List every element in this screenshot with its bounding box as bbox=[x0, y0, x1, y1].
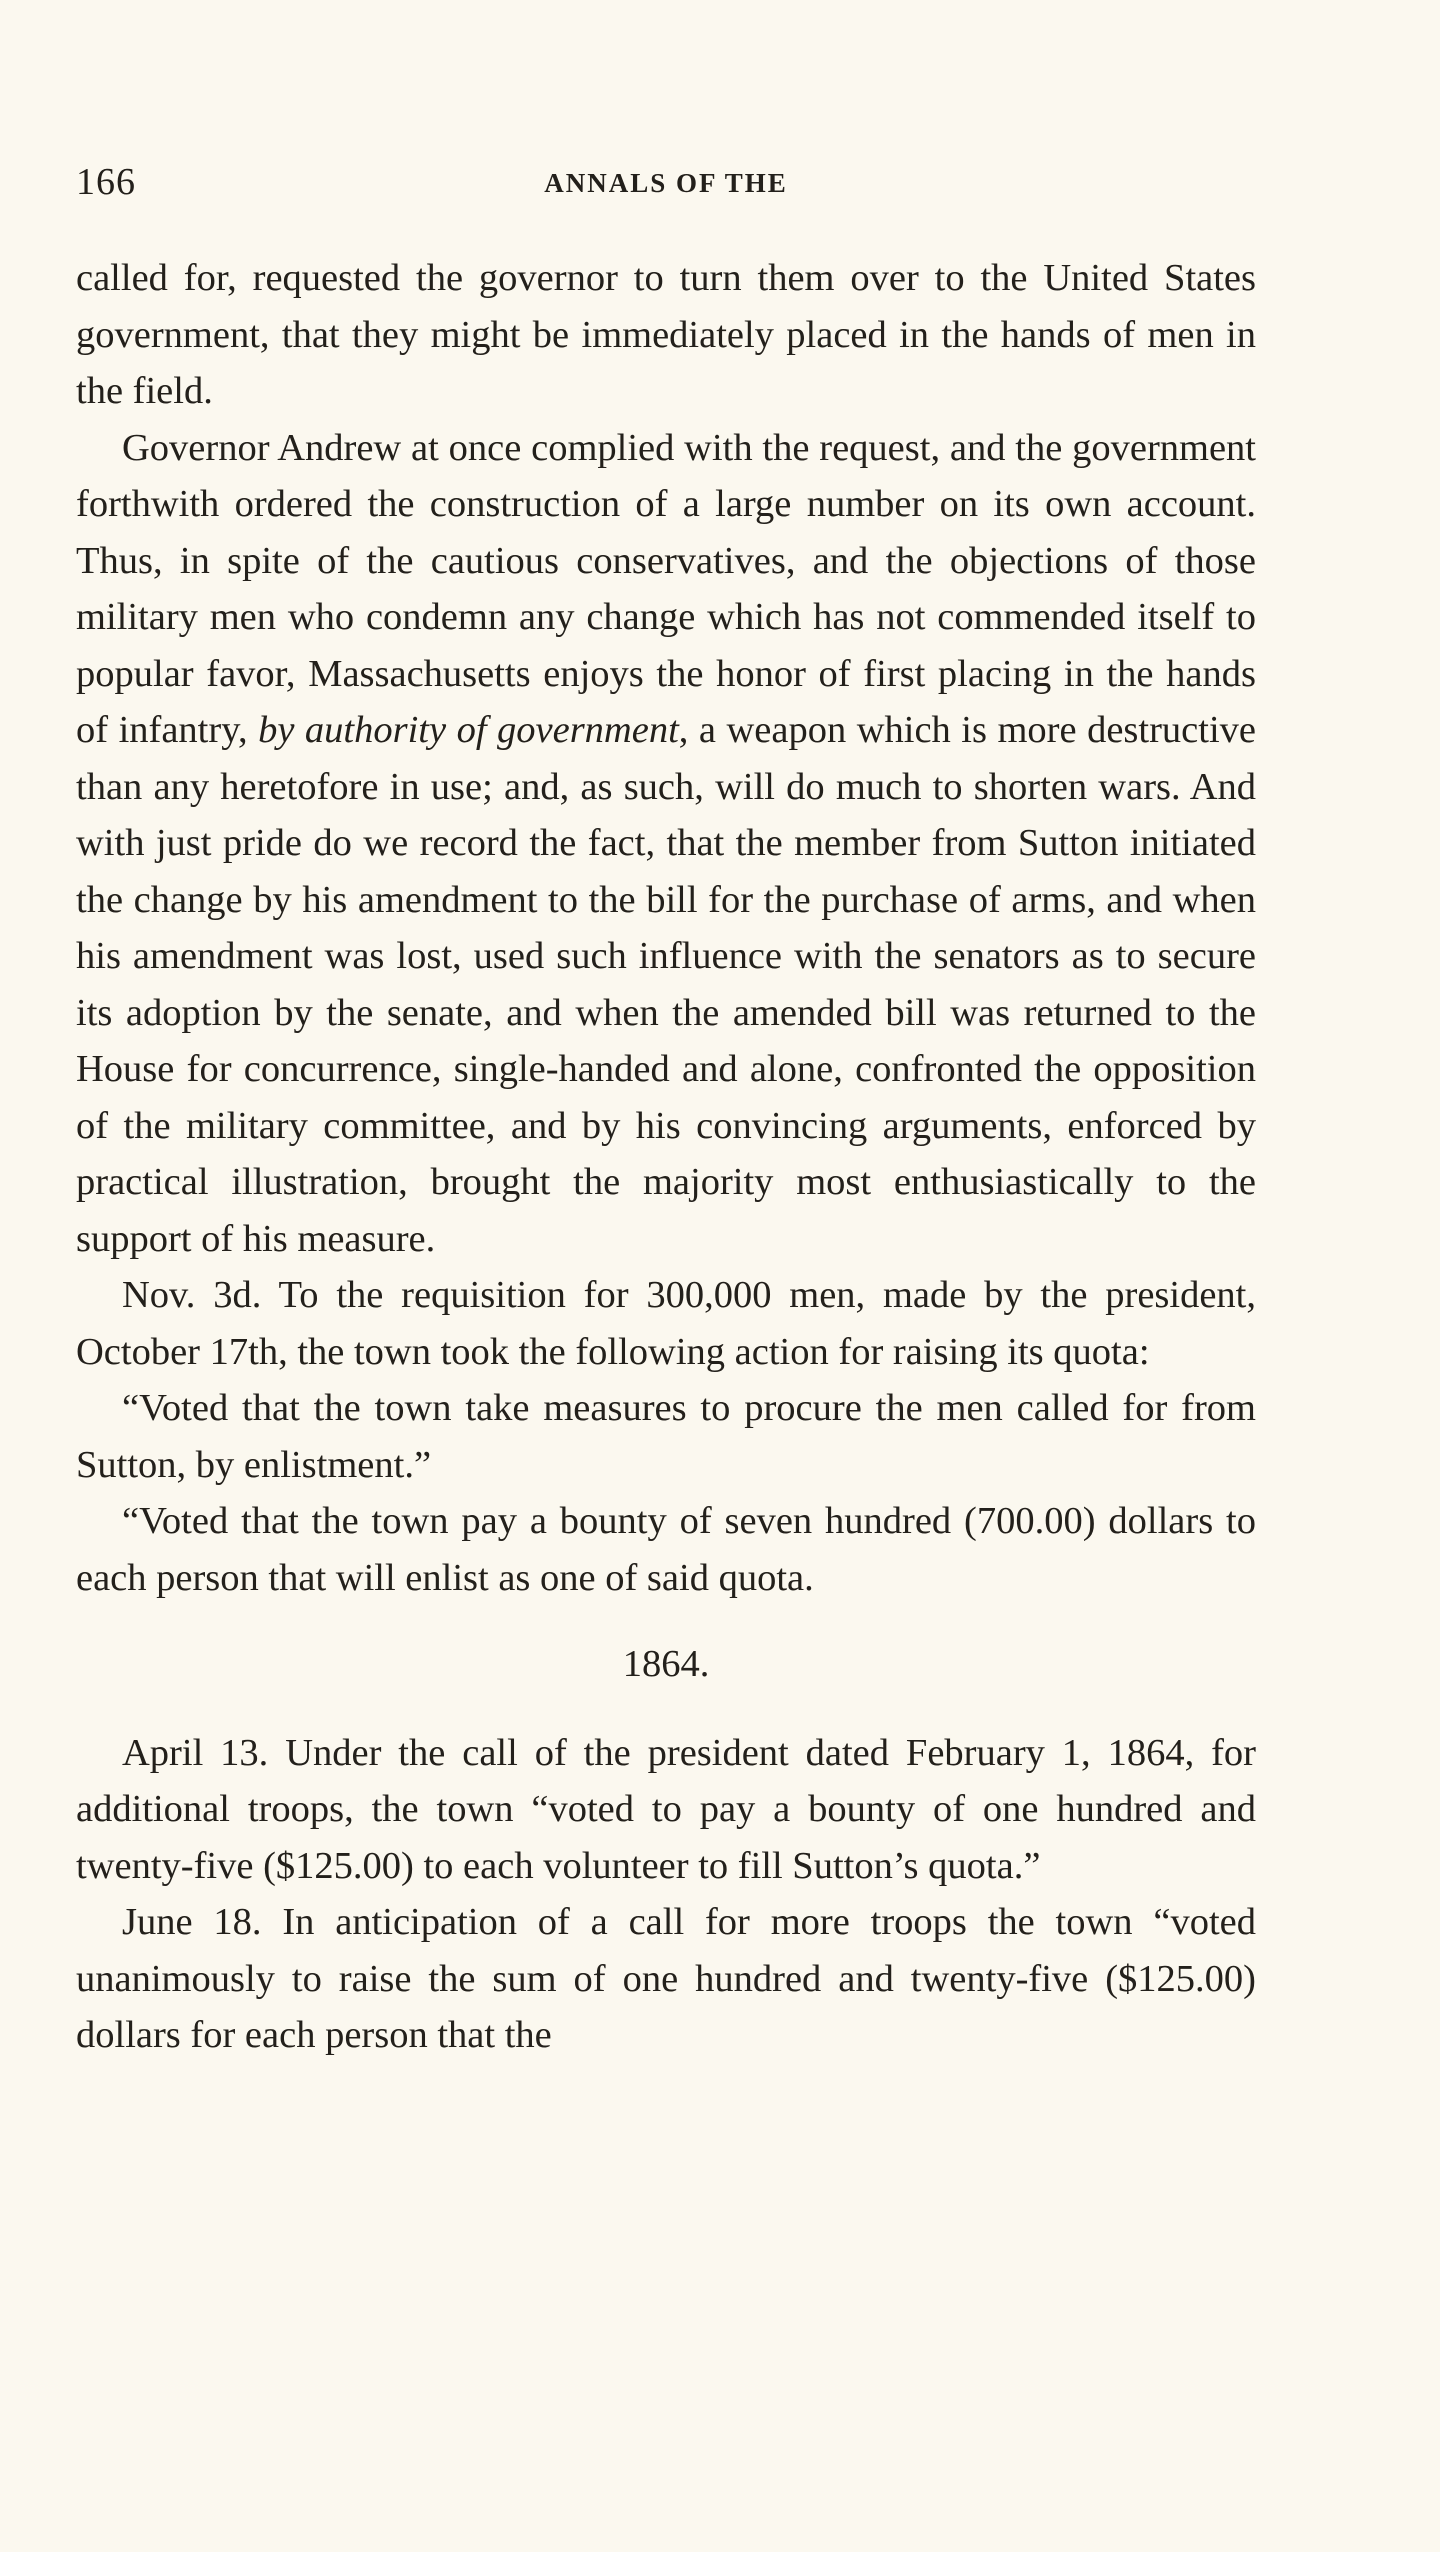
page-number: 166 bbox=[76, 161, 136, 203]
paragraph-text: , a weapon which is more destructive than any heretofore in use; and, as such, will do much to shorten wars. And with just pride do we record the fact, that the member from Sutton initiated the change by his amendment to the bill for the purchase of arms, and when his amendment was lost, used such influence with the senators as to secure its adoption by the senate, and when the amended bill was returned to the House for concurrence, single-handed and alone, confronted the opposition of the military committee, and by his convincing arguments, enforced by practical illustration, brought the majority most enthusiastically to the support of his measure. bbox=[76, 709, 1256, 1260]
running-head: ANNALS OF THE bbox=[544, 168, 788, 198]
italic-phrase: by authority of government bbox=[258, 709, 679, 751]
paragraph-nov-3d: Nov. 3d. To the requisition for 300,000 men, made by the president, October 17th, the town took the following action for raising its quota: bbox=[76, 1274, 1256, 1373]
page-body bbox=[76, 250, 1256, 2064]
page-header bbox=[76, 160, 1256, 210]
paragraph-april-13: April 13. Under the call of the president dated February 1, 1864, for additional troops, the town “voted to pay a bounty of one hundred and twenty-five ($125.00) to each volunteer to fill Sutton’s quota.” bbox=[76, 1731, 1256, 1887]
paragraph-continuation: called for, requested the governor to turn them over to the United States government, that they might be immediately placed in the hands of men in the field. bbox=[76, 257, 1256, 412]
paragraph-vote-bounty: “Voted that the town pay a bounty of seven hundred (700.00) dollars to each person that will enlist as one of said quota. bbox=[76, 1500, 1256, 1599]
paragraph-june-18: June 18. In anticipation of a call for more troops the town “voted unanimously to raise the sum of one hundred and twenty-five ($125.00) dollars for each person that the bbox=[76, 1901, 1256, 2056]
year-heading: 1864. bbox=[622, 1643, 710, 1685]
paragraph-text: Governor Andrew at once complied with the request, and the government forthwith ordered the construction of a large number on its own account. Thus, in spite of the cautious conservatives, and the objections of those military men who condemn any change which has not commended itself to popular favor, Massachusetts enjoys the honor of first placing in the hands of infantry, bbox=[76, 426, 1256, 751]
paragraph-vote-enlistment: “Voted that the town take measures to procure the men called for from Sutton, by enlistment.” bbox=[76, 1387, 1256, 1486]
paragraph-governor-andrew bbox=[76, 420, 1256, 1268]
